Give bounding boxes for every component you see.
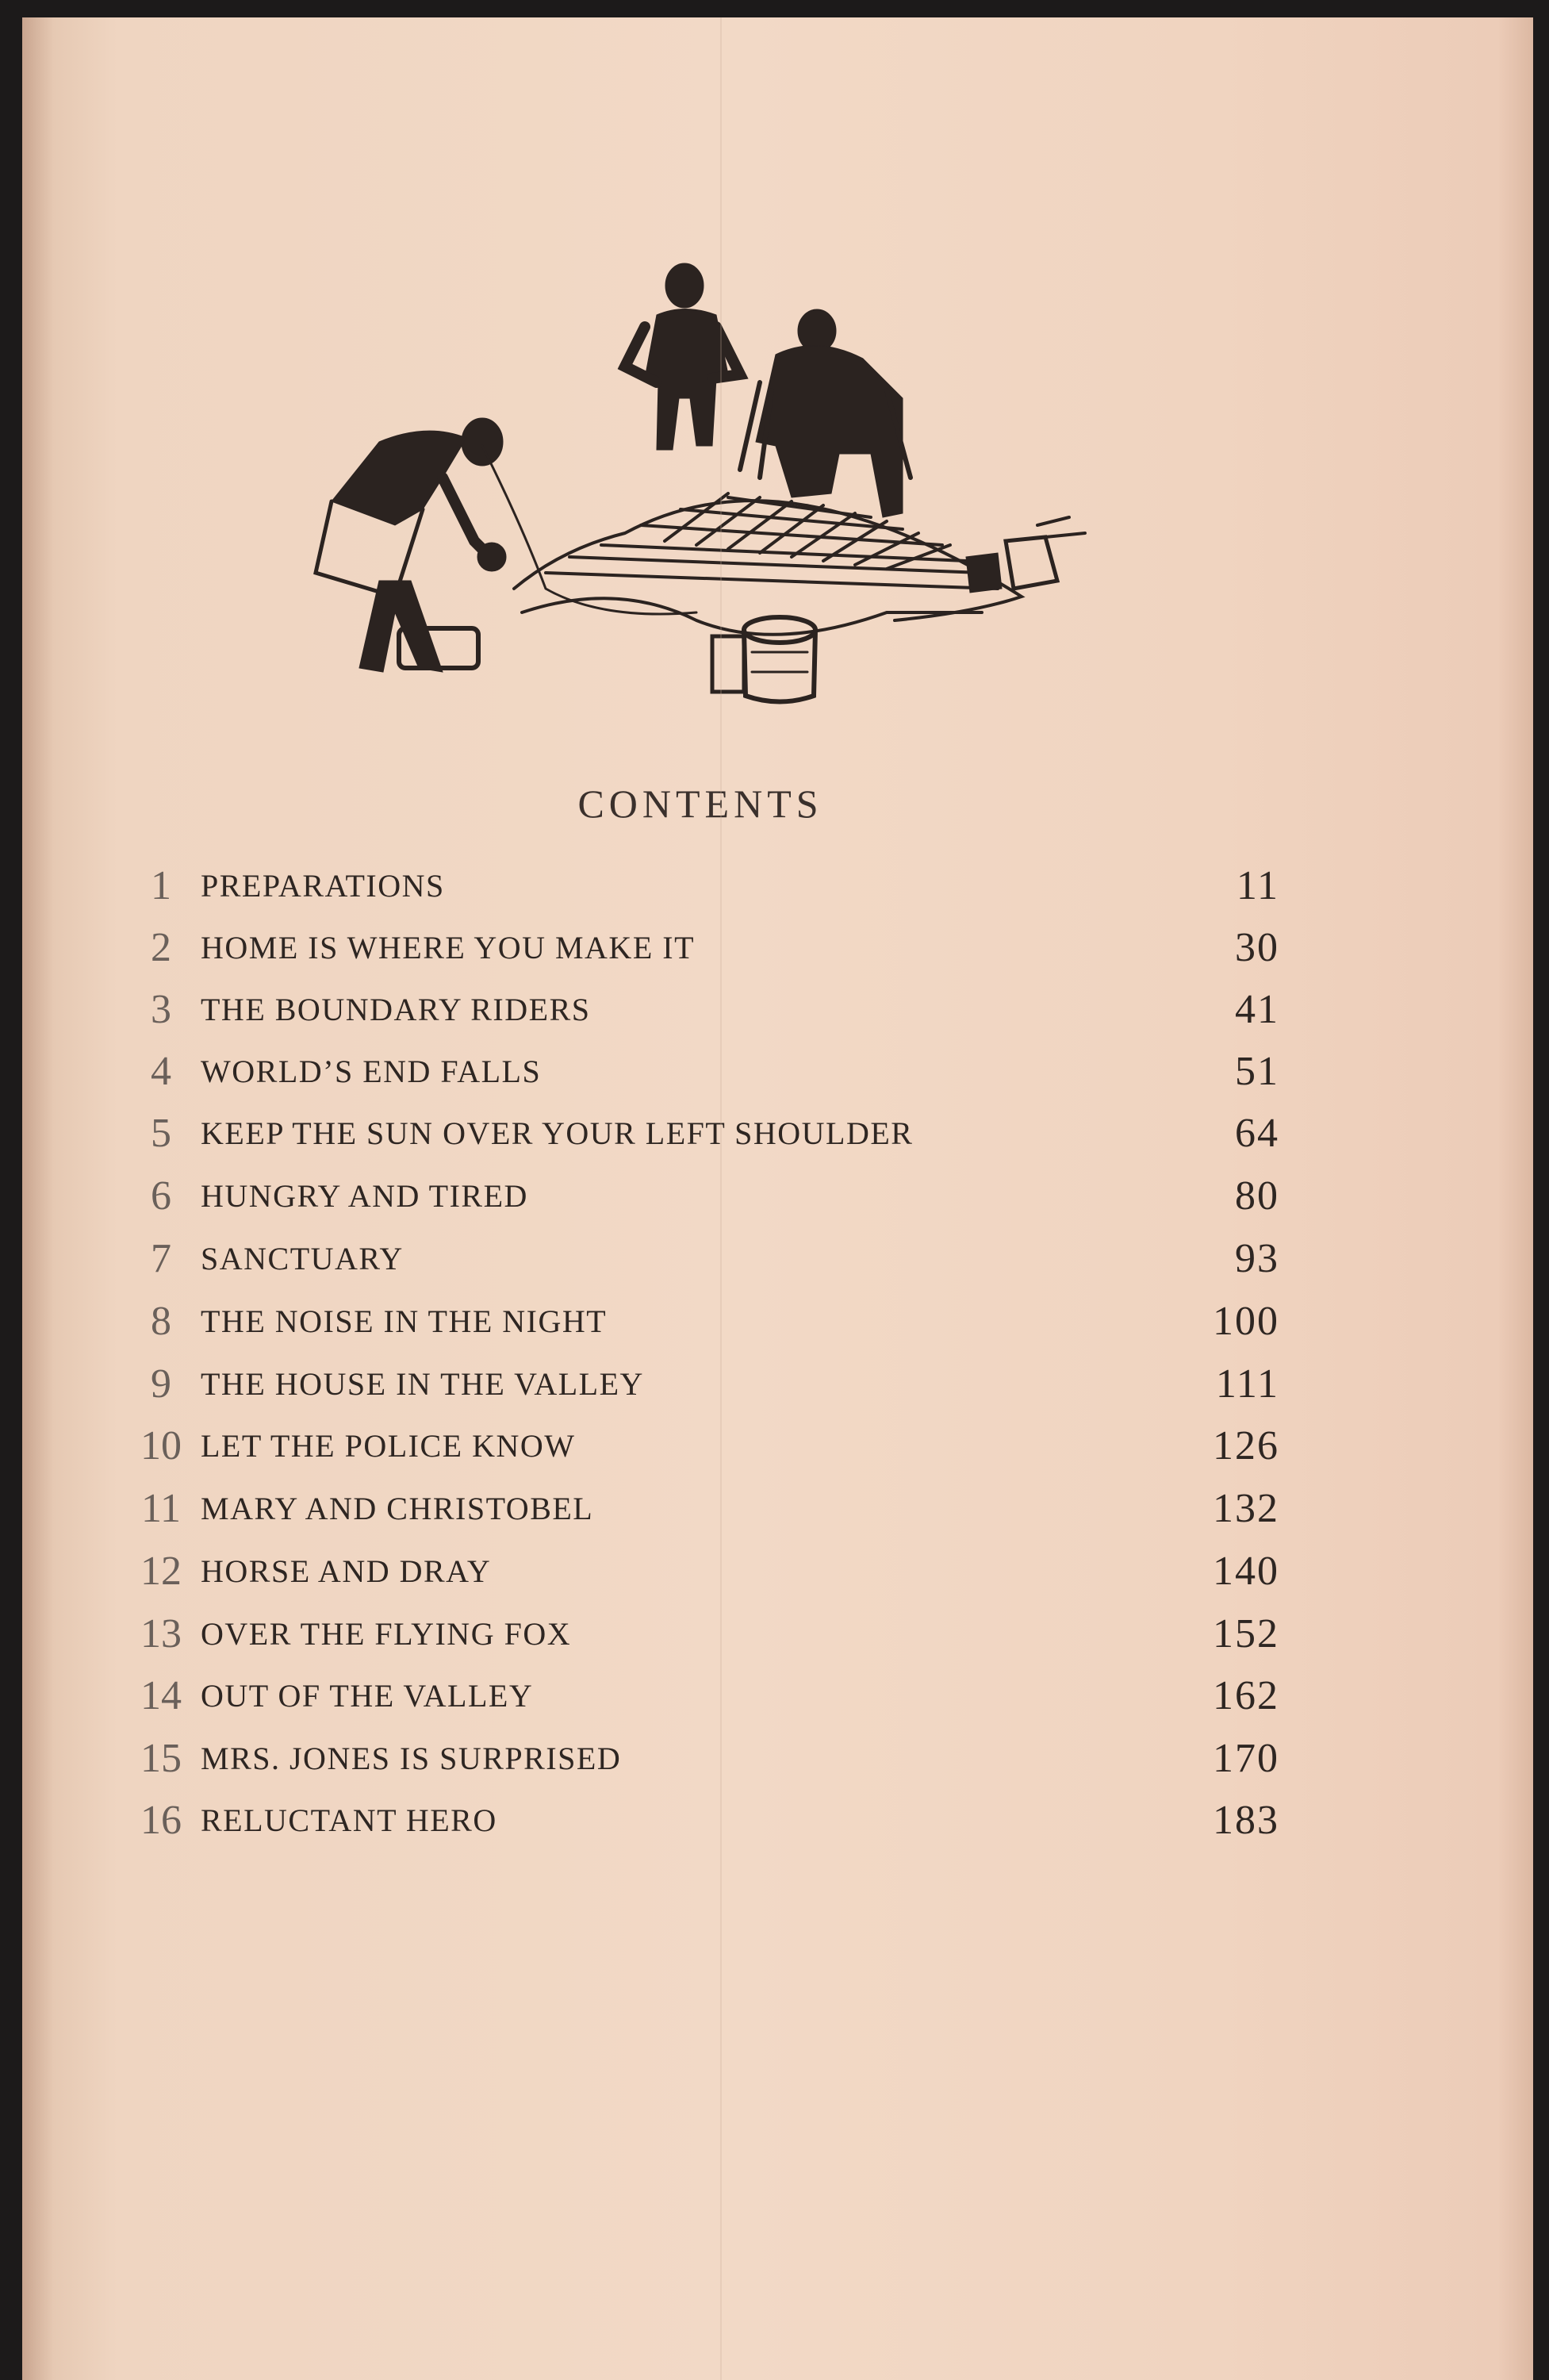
chapter-title: OUT OF THE VALLEY	[201, 1678, 534, 1714]
chapter-number: 1	[151, 863, 171, 908]
chapter-title: HUNGRY AND TIRED	[201, 1178, 528, 1214]
toc-row[interactable]	[22, 920, 1533, 976]
toc-row[interactable]	[22, 1231, 1533, 1287]
chapter-title: OVER THE FLYING FOX	[201, 1616, 572, 1652]
toc-row[interactable]	[22, 1793, 1533, 1848]
chapter-title: THE BOUNDARY RIDERS	[201, 992, 591, 1027]
toc-row[interactable]	[22, 1044, 1533, 1100]
chapter-number: 14	[140, 1673, 182, 1718]
page-number: 100	[1213, 1299, 1279, 1344]
chapter-title: MARY AND CHRISTOBEL	[201, 1491, 594, 1526]
toc-row[interactable]	[22, 1731, 1533, 1787]
page-number: 152	[1213, 1611, 1279, 1656]
chapter-title: HORSE AND DRAY	[201, 1553, 492, 1589]
page-number: 51	[1235, 1049, 1279, 1094]
page-number: 170	[1213, 1736, 1279, 1781]
toc-row[interactable]	[22, 1169, 1533, 1224]
chapter-title: LET THE POLICE KNOW	[201, 1428, 576, 1464]
page-number: 111	[1215, 1361, 1279, 1407]
book-page	[22, 17, 1533, 2380]
chapter-title: PREPARATIONS	[201, 868, 445, 904]
chapter-number: 12	[140, 1549, 182, 1594]
chapter-title: MRS. JONES IS SURPRISED	[201, 1741, 622, 1776]
chapter-number: 16	[140, 1798, 182, 1843]
chapter-title: HOME IS WHERE YOU MAKE IT	[201, 930, 696, 965]
page-number: 41	[1235, 987, 1279, 1032]
page-number: 64	[1235, 1111, 1279, 1156]
chapter-title: THE NOISE IN THE NIGHT	[201, 1303, 608, 1339]
toc-row[interactable]	[22, 1606, 1533, 1662]
table-of-contents	[22, 17, 1533, 2380]
toc-row[interactable]	[22, 1418, 1533, 1474]
chapter-number: 5	[151, 1111, 171, 1156]
chapter-title: SANCTUARY	[201, 1241, 404, 1276]
toc-row[interactable]	[22, 982, 1533, 1038]
chapter-title: WORLD’S END FALLS	[201, 1054, 542, 1089]
chapter-number: 9	[151, 1361, 171, 1407]
chapter-number: 6	[151, 1173, 171, 1219]
chapter-number: 13	[140, 1611, 182, 1656]
chapter-number: 15	[140, 1736, 182, 1781]
chapter-number: 7	[151, 1236, 171, 1281]
chapter-number: 4	[151, 1049, 171, 1094]
page-number: 80	[1235, 1173, 1279, 1219]
page-number: 30	[1235, 925, 1279, 970]
page-number: 162	[1213, 1673, 1279, 1718]
toc-row[interactable]	[22, 1106, 1533, 1161]
page-number: 183	[1213, 1798, 1279, 1843]
chapter-number: 2	[151, 925, 171, 970]
chapter-number: 10	[140, 1423, 182, 1468]
chapter-number: 11	[140, 1486, 182, 1531]
page-number: 132	[1213, 1486, 1279, 1531]
chapter-number: 3	[151, 987, 171, 1032]
page-number: 126	[1213, 1423, 1279, 1468]
page-number: 11	[1236, 863, 1279, 908]
contents-heading: CONTENTS	[577, 781, 823, 826]
page-number: 140	[1213, 1549, 1279, 1594]
toc-row[interactable]	[22, 1668, 1533, 1724]
toc-row[interactable]	[22, 1294, 1533, 1349]
toc-row[interactable]	[22, 858, 1533, 914]
toc-row[interactable]	[22, 1481, 1533, 1537]
chapter-title: RELUCTANT HERO	[201, 1802, 497, 1838]
toc-row[interactable]	[22, 1544, 1533, 1599]
chapter-title: KEEP THE SUN OVER YOUR LEFT SHOULDER	[201, 1115, 914, 1151]
toc-row[interactable]	[22, 1357, 1533, 1412]
chapter-title: THE HOUSE IN THE VALLEY	[201, 1366, 644, 1402]
page-number: 93	[1235, 1236, 1279, 1281]
chapter-number: 8	[151, 1299, 171, 1344]
